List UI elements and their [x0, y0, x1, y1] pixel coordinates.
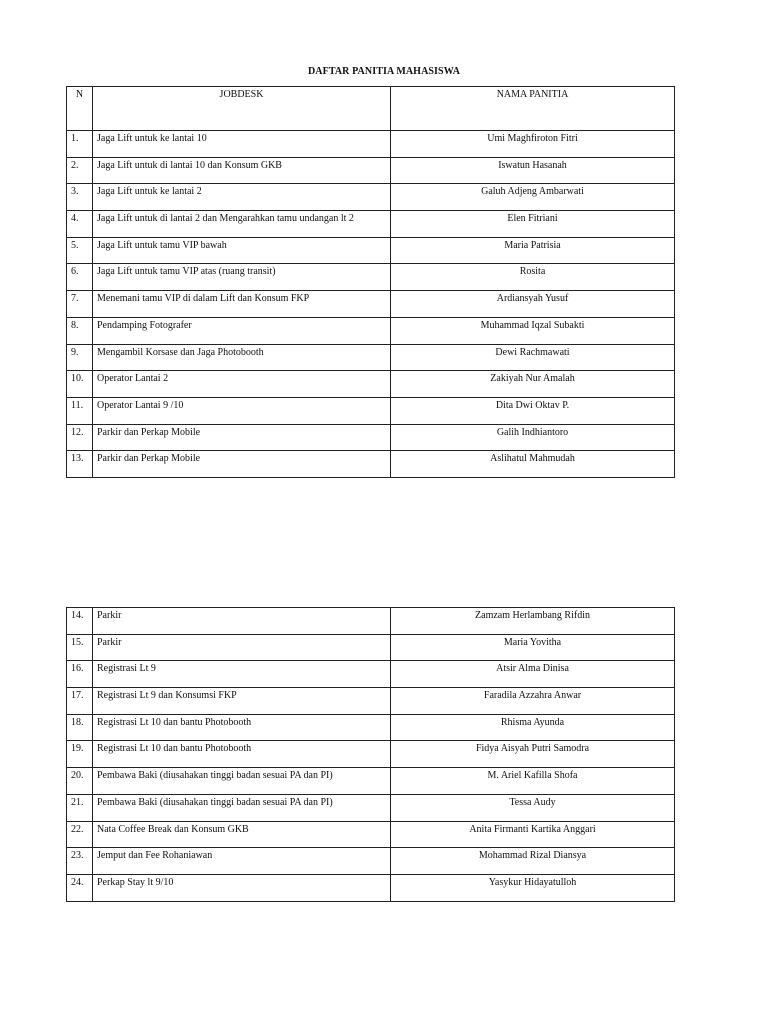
- row-jobdesk: Operator Lantai 2: [93, 371, 391, 398]
- row-number: 10.: [67, 371, 93, 398]
- row-name: Faradila Azzahra Anwar: [391, 688, 675, 715]
- row-number: 4.: [67, 211, 93, 238]
- row-name: Muhammad Iqzal Subakti: [391, 317, 675, 344]
- row-name: Aslihatul Mahmudah: [391, 451, 675, 478]
- row-name: Umi Maghfiroton Fitri: [391, 131, 675, 158]
- row-jobdesk: Operator Lantai 9 /10: [93, 397, 391, 424]
- row-jobdesk: Parkir dan Perkap Mobile: [93, 424, 391, 451]
- table-row: [67, 264, 675, 291]
- row-name: Anita Firmanti Kartika Anggari: [391, 821, 675, 848]
- table-row: [67, 874, 675, 901]
- row-jobdesk: Perkap Stay lt 9/10: [93, 874, 391, 901]
- table-row: [67, 768, 675, 795]
- table-row: [67, 821, 675, 848]
- header-jobdesk: JOBDESK: [93, 87, 391, 131]
- table-row: [67, 424, 675, 451]
- row-name: Dewi Rachmawati: [391, 344, 675, 371]
- row-name: Galuh Adjeng Ambarwati: [391, 184, 675, 211]
- row-name: Maria Patrisia: [391, 237, 675, 264]
- row-jobdesk: Parkir: [93, 634, 391, 661]
- row-name: Fidya Aisyah Putri Samodra: [391, 741, 675, 768]
- row-number: 17.: [67, 688, 93, 715]
- row-jobdesk: Jaga Lift untuk di lantai 10 dan Konsum GKB: [93, 157, 391, 184]
- row-name: Elen Fitriani: [391, 211, 675, 238]
- row-jobdesk: Mengambil Korsase dan Jaga Photobooth: [93, 344, 391, 371]
- row-jobdesk: Jemput dan Fee Rohaniawan: [93, 848, 391, 875]
- row-jobdesk: Pembawa Baki (diusahakan tinggi badan sesuai PA dan PI): [93, 768, 391, 795]
- table-row: [67, 211, 675, 238]
- table-row: [67, 344, 675, 371]
- header-number: N: [67, 87, 93, 131]
- row-number: 8.: [67, 317, 93, 344]
- row-number: 13.: [67, 451, 93, 478]
- row-number: 3.: [67, 184, 93, 211]
- row-jobdesk: Registrasi Lt 9: [93, 661, 391, 688]
- row-name: Zamzam Herlambang Rifdin: [391, 608, 675, 635]
- table-row: [67, 451, 675, 478]
- table-row: [67, 634, 675, 661]
- row-name: Ardiansyah Yusuf: [391, 291, 675, 318]
- table-row: [67, 291, 675, 318]
- table-row: [67, 371, 675, 398]
- row-number: 6.: [67, 264, 93, 291]
- table-row: [67, 848, 675, 875]
- table-header-row: [67, 87, 675, 131]
- row-number: 18.: [67, 714, 93, 741]
- row-name: Zakiyah Nur Amalah: [391, 371, 675, 398]
- table-row: [67, 317, 675, 344]
- table-row: [67, 661, 675, 688]
- row-jobdesk: Menemani tamu VIP di dalam Lift dan Konsum FKP: [93, 291, 391, 318]
- row-number: 16.: [67, 661, 93, 688]
- row-jobdesk: Jaga Lift untuk ke lantai 2: [93, 184, 391, 211]
- row-jobdesk: Jaga Lift untuk tamu VIP bawah: [93, 237, 391, 264]
- row-name: Iswatun Hasanah: [391, 157, 675, 184]
- row-jobdesk: Parkir: [93, 608, 391, 635]
- row-number: 1.: [67, 131, 93, 158]
- row-number: 7.: [67, 291, 93, 318]
- row-jobdesk: Pembawa Baki (diusahakan tinggi badan sesuai PA dan PI): [93, 794, 391, 821]
- row-jobdesk: Registrasi Lt 9 dan Konsumsi FKP: [93, 688, 391, 715]
- table-row: [67, 608, 675, 635]
- table-row: [67, 714, 675, 741]
- row-number: 23.: [67, 848, 93, 875]
- row-number: 14.: [67, 608, 93, 635]
- table-row: [67, 237, 675, 264]
- table-row: [67, 741, 675, 768]
- table-row: [67, 131, 675, 158]
- table-row: [67, 688, 675, 715]
- committee-table-part-2: [66, 607, 675, 902]
- row-number: 15.: [67, 634, 93, 661]
- row-name: M. Ariel Kafilla Shofa: [391, 768, 675, 795]
- table-row: [67, 397, 675, 424]
- row-name: Galih Indhiantoro: [391, 424, 675, 451]
- row-name: Rosita: [391, 264, 675, 291]
- row-name: Mohammad Rizal Diansya: [391, 848, 675, 875]
- row-jobdesk: Jaga Lift untuk ke lantai 10: [93, 131, 391, 158]
- row-name: Dita Dwi Oktav P.: [391, 397, 675, 424]
- row-number: 19.: [67, 741, 93, 768]
- row-number: 12.: [67, 424, 93, 451]
- row-name: Tessa Audy: [391, 794, 675, 821]
- row-number: 2.: [67, 157, 93, 184]
- row-jobdesk: Registrasi Lt 10 dan bantu Photobooth: [93, 741, 391, 768]
- row-number: 21.: [67, 794, 93, 821]
- row-name: Maria Yovitha: [391, 634, 675, 661]
- row-number: 24.: [67, 874, 93, 901]
- row-jobdesk: Pendamping Fotografer: [93, 317, 391, 344]
- row-number: 22.: [67, 821, 93, 848]
- header-nama-panitia: NAMA PANITIA: [391, 87, 675, 131]
- table-row: [67, 794, 675, 821]
- row-number: 5.: [67, 237, 93, 264]
- row-name: Rhisma Ayunda: [391, 714, 675, 741]
- row-jobdesk: Parkir dan Perkap Mobile: [93, 451, 391, 478]
- row-jobdesk: Jaga Lift untuk di lantai 2 dan Mengarahkan tamu undangan lt 2: [93, 211, 391, 238]
- row-jobdesk: Jaga Lift untuk tamu VIP atas (ruang transit): [93, 264, 391, 291]
- row-name: Yasykur Hidayatulloh: [391, 874, 675, 901]
- row-jobdesk: Nata Coffee Break dan Konsum GKB: [93, 821, 391, 848]
- row-name: Atsir Alma Dinisa: [391, 661, 675, 688]
- table-row: [67, 157, 675, 184]
- row-number: 20.: [67, 768, 93, 795]
- document-title: DAFTAR PANITIA MAHASISWA: [307, 66, 461, 77]
- table-row: [67, 184, 675, 211]
- row-number: 11.: [67, 397, 93, 424]
- row-number: 9.: [67, 344, 93, 371]
- row-jobdesk: Registrasi Lt 10 dan bantu Photobooth: [93, 714, 391, 741]
- committee-table-part-1: [66, 86, 675, 478]
